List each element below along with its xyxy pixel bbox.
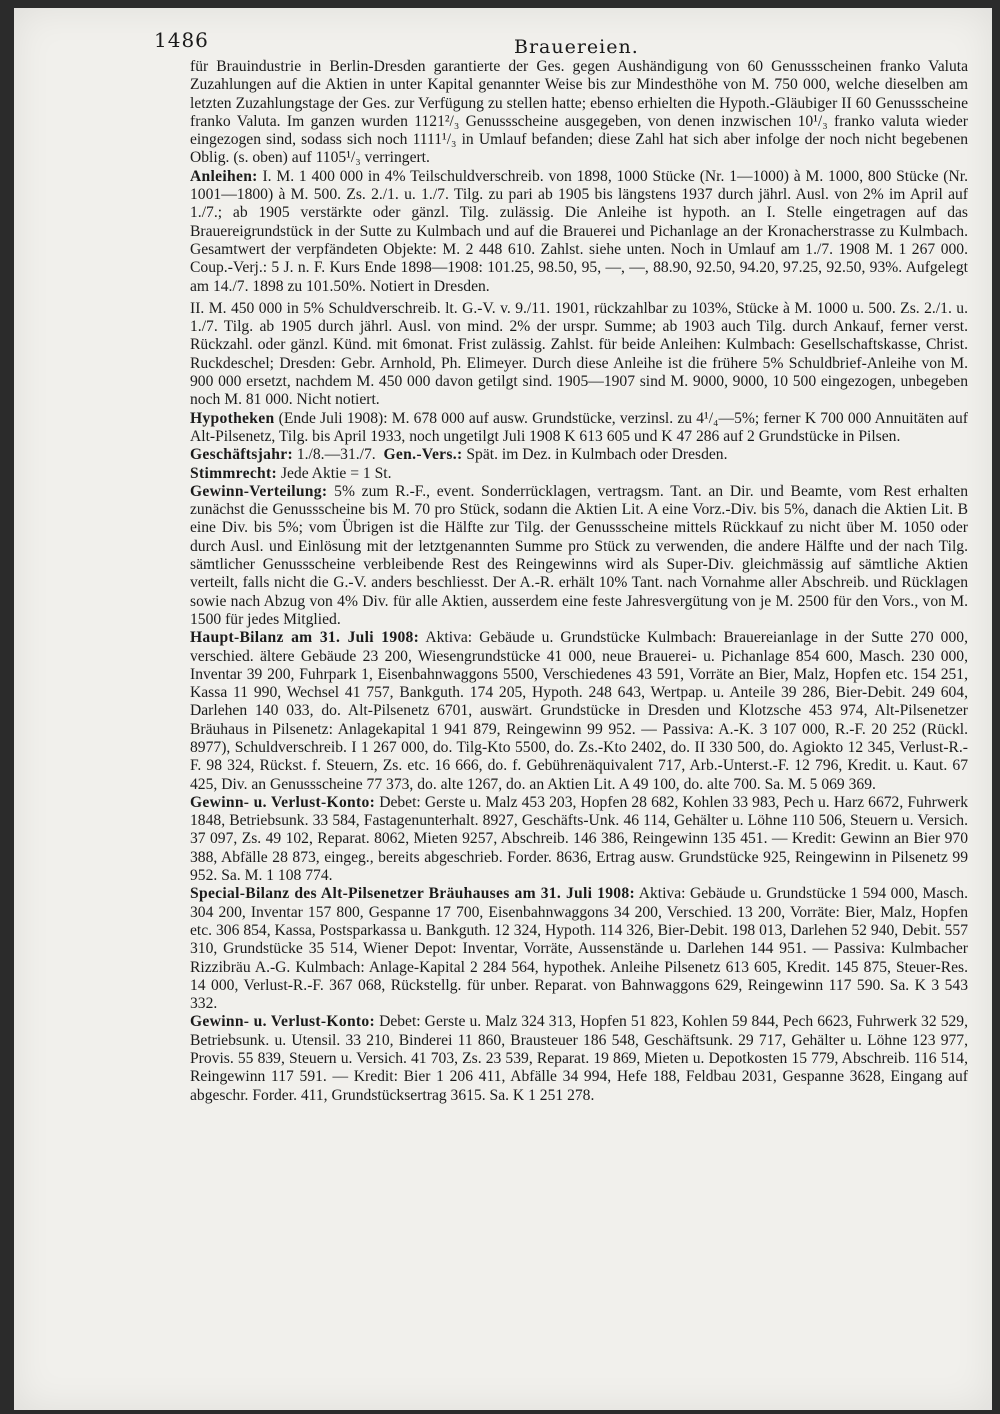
section-heading: Gen.-Vers.: xyxy=(383,446,463,464)
section-heading: Gewinn- u. Verlust-Konto: xyxy=(190,793,376,811)
paragraph-text: Debet: Gerste u. Malz 324 313, Hopfen 51 823, Kohlen 59 844, Pech 6623, Fuhrwerk 32 529, Betriebsunk. u. Utensil. 33 210, Binderei 11 860, Brausteuer 186 548, Geschäftsunk. 29 717, Gehälter u. Löhne 123 977, Provis. 55 839, Steuern u. Versich. 41 703, Zs. 23 539, Reparat. 19 869, Mieten u. Depotkosten 15 779, Abschreib. 116 514, Reingewinn 117 591. — Kredit: Bier 1 206 411, Abfälle 34 994, Hefe 188, Feldbau 2031, Gespanne 3628, Eingang auf abgeschr. Forder. 411, Grundstücksertrag 3615. Sa. K 1 251 278. xyxy=(190,1013,968,1104)
section-heading: Geschäftsjahr: xyxy=(190,446,293,464)
scanned-page xyxy=(14,8,992,1410)
paragraph-text: Aktiva: Gebäude u. Grundstücke Kulmbach: Brauereianlage in der Sutte 270 000, verschied. ältere Gebäude 23 200, Wiesengrundstücke 41 000, neue Brauerei- u. Pichanlage 854 600, Masch. 230 000, Inventar 39 200, Fuhrpark 1, Eisenbahnwaggons 5500, Verschiedenes 43 591, Vorräte an Bier, Malz, Hopfen etc. 154 251, Kassa 11 990, Wechsel 41 757, Bankguth. 174 205, Hypoth. 248 643, Wertpap. u. Anteile 39 286, Bier-Debit. 249 604, Darlehen 140 033, do. Alt-Pilsenetz 6701, auswärt. Grundstücke in Dresden und Klotzsche 453 974, Alt-Pilsenetzer Bräuhaus in Pilsenetz: Anlagekapital 1 941 879, Reingewinn 99 952. — Passiva: A.-K. 3 107 000, R.-F. 20 252 (Rückl. 8977), Schuldverschreib. I 1 267 000, do. Tilg-Kto 5500, do. Zs.-Kto 2402, do. II 330 500, do. Agiokto 12 345, Verlust-R.-F. 98 324, Rückst. f. Steuern, Zs. etc. 16 666, do. f. Gebührenäquivalent 717, Arb.-Unterst.-F. 12 796, Kredit. u. Kaut. 67 425, Div. an Genussscheine 77 373, do. alte 1267, do. an Aktien Lit. A 49 100, do. alte 700. Sa. M. 5 069 369. xyxy=(190,629,968,793)
paragraph-text: Spät. im Dez. in Kulmbach oder Dresden. xyxy=(466,446,728,464)
section-heading: Special-Bilanz des Alt-Pilsenetzer Bräuhauses am 31. Juli 1908: xyxy=(190,885,635,903)
page-number: 1486 xyxy=(154,28,209,52)
section-heading: Hypotheken xyxy=(190,409,275,427)
paragraph-text: I. M. 1 400 000 in 4% Teilschuldverschreib. von 1898, 1000 Stücke (Nr. 1—1000) à M. 1000, 800 Stücke (Nr. 1001—1800) à M. 500. Zs. 2./1. u. 1./7. Tilg. zu pari ab 1905 bis längstens 1937 durch jährl. Ausl. von 2% im April auf 1./7.; ab 1905 verstärkte oder gänzl. Tilg. zulässig. Die Anleihe ist hypoth. an I. Stelle eingetragen auf das Brauereigrundstück in der Sutte zu Kulmbach und auf die Brauerei und Pichanlage an der Kronacherstrasse zu Kulmbach. Gesamtwert der verpfändeten Objekte: M. 2 448 610. Zahlst. siehe unten. Noch in Umlauf am 1./7. 1908 M. 1 267 000. Coup.-Verj.: 5 J. n. F. Kurs Ende 1898—1908: 101.25, 98.50, 95, —, —, 88.90, 92.50, 94.20, 97.25, 92.50, 93%. Aufgelegt am 14./7. 1898 zu 101.50%. Notiert in Dresden. xyxy=(190,167,968,295)
section-heading: Anleihen: xyxy=(190,167,258,185)
paragraph-genussscheine xyxy=(130,58,968,168)
paragraph-anleihen-i xyxy=(130,168,968,296)
page-header xyxy=(154,22,974,58)
paragraph-gewinn-verlust-1 xyxy=(130,794,968,885)
paragraph-hypotheken xyxy=(130,410,968,447)
section-heading: Gewinn- u. Verlust-Konto: xyxy=(190,1013,375,1031)
section-heading: Haupt-Bilanz am 31. Juli 1908: xyxy=(190,629,420,647)
paragraph-text: Aktiva: Gebäude u. Grundstücke 1 594 000, Masch. 304 200, Inventar 157 800, Gespanne 17 700, Eisenbahnwaggons 34 200, Verschied. 13 200, Vorräte: Bier, Malz, Hopfen etc. 306 854, Kassa, Postsparkassa u. Bankguth. 12 324, Hypoth. 114 326, Bier-Debit. 198 013, Darlehen 52 940, Debit. 557 310, Grundstücke 35 514, Wiener Depot: Inventar, Vorräte, Aussenstände u. Darlehen 144 951. — Passiva: Kulmbacher Rizzibräu A.-G. Kulmbach: Anlage-Kapital 2 284 564, hypothek. Anleihe Pilsenetz 613 605, Kredit. 145 875, Steuer-Res. 14 000, Verlust-R.-F. 367 068, Rückstellg. für unber. Reparat. von Bahnwaggons 629, Reingewinn 117 590. Sa. K 3 543 332. xyxy=(190,885,968,1013)
page-body xyxy=(130,58,968,1105)
paragraph-text: II. M. 450 000 in 5% Schuldverschreib. lt. G.-V. v. 9./11. 1901, rückzahlbar zu 103%, Stücke à M. 1000 u. 500. Zs. 2./1. u. 1./7. Tilg. ab 1905 durch jährl. Ausl. von mind. 2% der urspr. Summe; ab 1903 auch Tilg. durch Ankauf, ferner verst. Rückzahl. oder gänzl. Künd. mit 6monat. Frist zulässig. Zahlst. für beide Anleihen: Kulmbach: Gesellschaftskasse, Christ. Ruckdeschel; Dresden: Gebr. Arnhold, Ph. Elimeyer. Durch diese Anleihe ist die frühere 5% Schuldbrief-Anleihe von M. 900 000 ersetzt, nachdem M. 450 000 davon getilgt sind. 1905—1907 sind M. 9000, 9000, 10 500 eingezogen, unbegeben noch M. 81 000. Nicht notiert. xyxy=(190,299,968,409)
paragraph-text: (Ende Juli 1908): M. 678 000 auf ausw. Grundstücke, verzinsl. zu 4¹/₄—5%; ferner K 700 000 Annuitäten auf Alt-Pilsenetz, Tilg. bis April 1933, noch ungetilgt Juli 1908 K 613 605 und K 47 286 auf 2 Grundstücke in Pilsen. xyxy=(190,409,968,445)
paragraph-special-bilanz xyxy=(130,885,968,1013)
paragraph-text: Debet: Gerste u. Malz 453 203, Hopfen 28 682, Kohlen 33 983, Pech u. Harz 6672, Fuhrwerk 1848, Betriebsunk. 33 584, Fastagenunterhalt. 8927, Geschäfts-Unk. 46 114, Gehälter u. Löhne 110 506, Steuern u. Versich. 37 097, Zs. 49 102, Reparat. 8062, Mieten 9257, Abschreib. 146 386, Reingewinn 135 451. — Kredit: Gewinn an Bier 970 388, Abfälle 28 873, eingeg., bereits abgeschrieb. Forder. 8636, Ertrag ausw. Grundstücke 925, Reingewinn in Pilsenetz 99 952. Sa. M. 1 108 774. xyxy=(190,793,968,885)
paragraph-text: 1./8.—31./7. xyxy=(296,446,376,464)
paragraph-text: Jede Aktie = 1 St. xyxy=(280,464,392,482)
paragraph-stimmrecht xyxy=(130,465,968,483)
paragraph-geschaeftsjahr xyxy=(130,446,968,464)
paragraph-haupt-bilanz xyxy=(130,629,968,794)
section-heading: Stimmrecht: xyxy=(190,464,278,482)
paragraph-gewinn-verlust-2 xyxy=(130,1013,968,1104)
paragraph-gewinn-verteilung xyxy=(130,483,968,629)
paragraph-text: 5% zum R.-F., event. Sonderrücklagen, vertragsm. Tant. an Dir. und Beamte, vom Rest erhalten zunächst die Genussscheine bis M. 70 pro Stück, sodann die Aktien Lit. A eine Vorz.-Div. bis 5%, danach die Aktien Lit. B eine Div. bis 5%; vom Übrigen ist die Hälfte zur Tilg. der Genussscheine mittels Rückkauf zu nicht über M. 1050 oder durch Ausl. und Einlösung mit der letztgenannten Summe pro Stück zu verwenden, die andere Hälfte und der nach Tilg. sämtlicher Genussscheine verbleibende Rest des Reingewinns wird als Super-Div. gleichmässig auf sämtliche Aktien verteilt, falls nicht die G.-V. anders beschliesst. Der A.-R. erhält 10% Tant. nach Vornahme aller Abschreib. und Rücklagen sowie nach Abzug von 4% Div. für alle Aktien, ausserdem eine feste Jahresvergütung von je M. 2500 für den Vors., von M. 1500 für jedes Mitglied. xyxy=(190,482,969,628)
paragraph-text: für Brauindustrie in Berlin-Dresden garantierte der Ges. gegen Aushändigung von 60 Genussscheinen franko Valuta Zuzahlungen auf die Aktien in unter Kapital genannter Weise bis zur Mindesthöhe von M. 750 000, welche dieselben am letzten Zuzahlungstage der Ges. zur Verfügung zu stellen hatte; ebenso erhielten die Hypoth.-Gläubiger II 60 Genussscheine franko Valuta. Im ganzen wurden 1121²/₃ Genussscheine ausgegeben, von denen inzwischen 10¹/₃ franko valuta wieder eingezogen sind, sodass sich noch 1111¹/₃ in Umlauf befanden; diese Zahl hat sich aber infolge der noch nicht begebenen Oblig. (s. oben) auf 1105¹/₃ verringert. xyxy=(190,58,968,167)
section-heading: Gewinn-Verteilung: xyxy=(190,482,328,500)
paragraph-anleihen-ii xyxy=(130,300,968,410)
running-head: Brauereien. xyxy=(514,36,639,58)
